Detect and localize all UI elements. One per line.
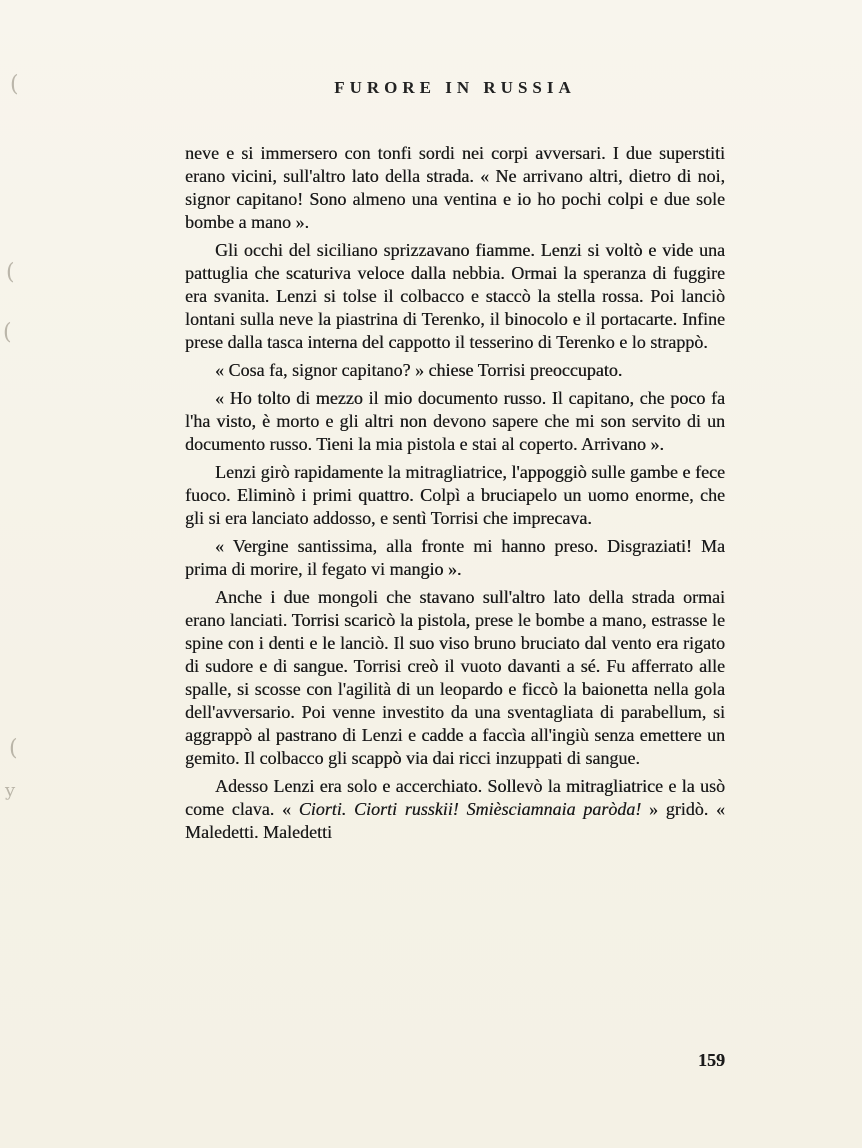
scan-artifact: ( (10, 72, 19, 97)
running-header: FURORE IN RUSSIA (334, 78, 576, 97)
scan-artifact: ( (9, 736, 18, 761)
paragraph (185, 775, 725, 844)
body-text: Lenzi girò rapidamente la mitragliatrice, l'appoggiò sulle gambe e fece fuoco. Eliminò i primi quattro. Colpì a bruciapelo un uomo enorme, che gli si era lanciato addosso, e sentì Torrisi che imprecava. (185, 462, 725, 528)
body-text: « Ho tolto di mezzo il mio documento russo. Il capitano, che poco fa l'ha visto, è morto e gli altri non devono sapere che mi son servito di un documento russo. Tieni la mia pistola e stai al coperto. Arrivano ». (185, 388, 725, 454)
paragraph (185, 239, 725, 354)
body-text: neve e si immersero con tonfi sordi nei corpi avversari. I due superstiti erano vicini, sull'altro lato della strada. « Ne arrivano altri, dietro di noi, signor capitano! Sono almeno una ventina e io ho pochi colpi e due sole bombe a mano ». (185, 143, 725, 232)
paragraph (185, 461, 725, 530)
italic-text: Ciorti. Ciorti russkii! Smièsciamnaia paròda! (298, 799, 642, 819)
body-text: » gridò. « Maledetti. Maledetti (185, 799, 726, 842)
scan-artifact: y (5, 780, 16, 801)
body-text: Adesso Lenzi era solo e accerchiato. Sollevò la mitragliatrice e la usò come clava. « (185, 776, 725, 819)
text-block (185, 142, 725, 849)
body-text: Anche i due mongoli che stavano sull'altro lato della strada ormai erano lanciati. Torrisi scaricò la pistola, prese le bombe a mano, estrasse le spine con i denti e le lanciò. Il suo viso bruno bruciato dal vento era rigato di sudore e di sangue. Torrisi creò il vuoto davanti a sé. Fu afferrato alle spalle, si scosse con l'agilità di un leopardo e ficcò la baionetta nella gola dell'avversario. Poi venne investito da una sventagliata di parabellum, si aggrappò al pastrano di Lenzi e cadde a faccìa all'ingiù senza emettere un gemito. Il colbacco gli scappò via dai ricci inzuppati di sangue. (185, 587, 725, 768)
body-text: « Vergine santissima, alla fronte mi hanno preso. Disgraziati! Ma prima di morire, il fegato vi mangio ». (185, 536, 725, 579)
paragraph (185, 142, 725, 234)
paragraph (185, 586, 725, 770)
body-text: « Cosa fa, signor capitano? » chiese Torrisi preoccupato. (215, 360, 623, 380)
paragraph (185, 387, 725, 456)
paragraph (185, 359, 725, 382)
scan-artifact: ( (6, 260, 15, 285)
page-number: 159 (698, 1050, 725, 1070)
paragraph (185, 535, 725, 581)
body-text: Gli occhi del siciliano sprizzavano fiamme. Lenzi si voltò e vide una pattuglia che scaturiva veloce dalla nebbia. Ormai la speranza di fuggire era svanita. Lenzi si tolse il colbacco e staccò la stella rossa. Poi lanciò lontani sulla neve la piastrina di Terenko, il binocolo e il portacarte. Infine prese dalla tasca interna del cappotto il tesserino di Terenko e lo strappò. (185, 240, 725, 352)
scan-artifact: ( (3, 320, 12, 345)
